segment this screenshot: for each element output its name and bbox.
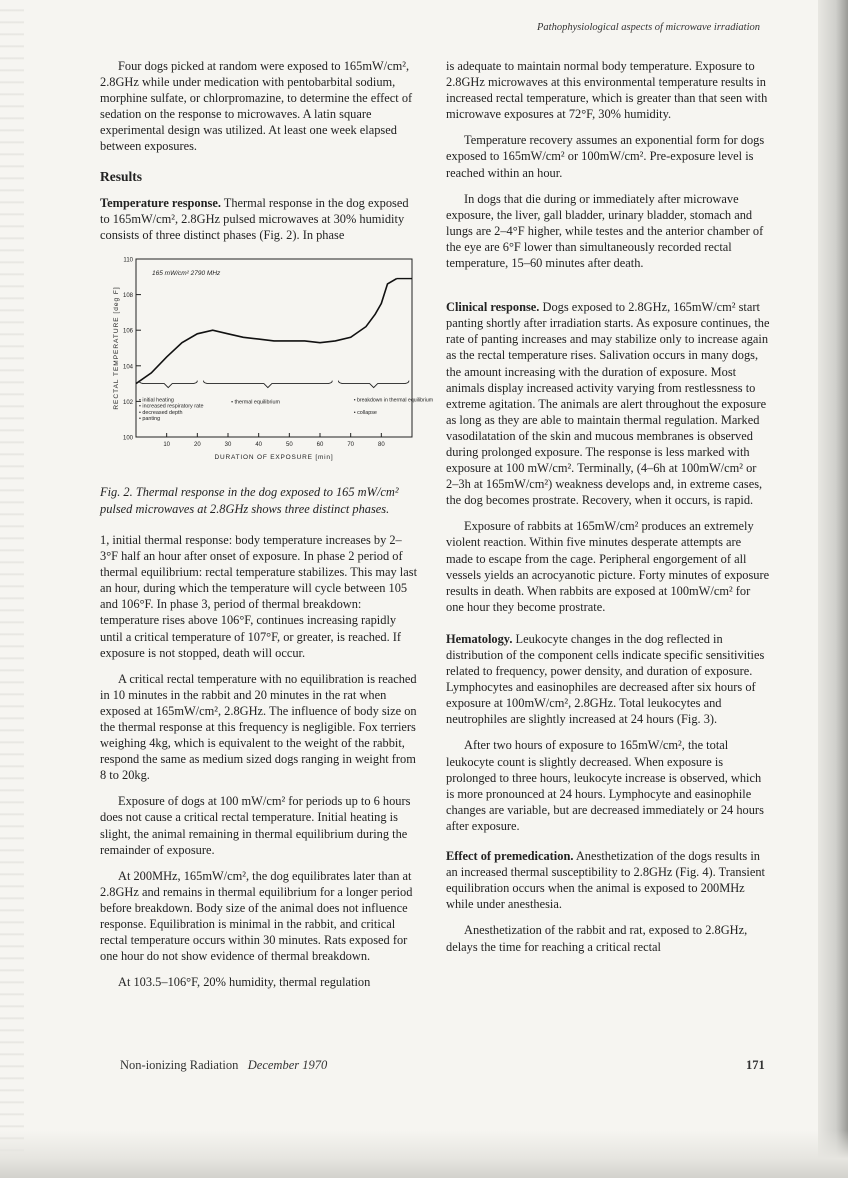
left-paragraph-4: Exposure of dogs at 100 mW/cm² for periods up to 6 hours does not cause a critical rectal temperature. Initial heating is slight, the animal remaining in thermal equilibrium during the remainder of exposure. [100,794,411,857]
x-axis-label: DURATION OF EXPOSURE [min] [214,453,334,461]
figure-2-caption [100,484,418,518]
right-column [446,58,770,965]
x-tick-label-40: 40 [255,441,263,448]
right-paragraph-6: Anesthetization of the rabbit and rat, exposed to 2.8GHz, delays the time for reaching a critical rectal [446,923,748,954]
annotation-thermal-equilibrium: • thermal equilibrium [231,399,281,406]
hematology-lead: Hematology. [446,631,513,646]
left-paragraph-3: A critical rectal temperature with no equilibration is reached in 10 minutes in the rabbit and 20 minutes in the rat when exposed at 165mW/cm², 2.8GHz. The influence of body size on the thermal response at this frequency is negligible. Fox terriers weighing 4kg, which is equivalent to the weight of the rabbit, respond the same as medium sized dogs ranging in weight from 8 to 20kg. [100,671,417,783]
x-tick-label-20: 20 [193,441,201,448]
right-paragraph-1: is adequate to maintain normal body temperature. Exposure to 2.8GHz microwaves at this environmental temperature results in increased rectal temperature, which is greater than that seen with microwave exposures at 72°F, 30% humidity. [446,59,768,122]
clinical-response-text: Dogs exposed to 2.8GHz, 165mW/cm² start panting shortly after irradiation starts. As exposure continues, the rate of panting increases and may stabilize only to increase again as the rectal temperature rises. Salivation occurs in many dogs, the amount increasing with the duration of exposure. Most animals display increased activity varying from restlessness to extreme agitation. The animals are alert throughout the exposure as long as they are able to maintain thermal regulation. Marked vasodilatation of the skin and mucous membranes is observed during prolonged exposure. The response is less marked with exposure at 100 mW/cm². Terminally, (4–6h at 100mW/cm² or 2–3h at 165mW/cm²) weakness develops and, in extreme cases, the dog becomes prostrate. Recovery, when it occurs, is rapid. [446,300,770,508]
running-head: Pathophysiological aspects of microwave irradiation [536,22,760,33]
premedication-text: Anesthetization of the dogs results in an increased thermal susceptibility to 2.8GHz (Fig. 4). Transient equilibration occurs when the animal is exposed to 200MHz while under anesthesia. [446,849,766,912]
left-paragraph-5: At 200MHz, 165mW/cm², the dog equilibrates later than at 2.8GHz and remains in thermal equilibrium for a longer period before breakdown. Body size of the animal does not influence response. Equilibration is minimal in the rabbit, and critical rectal temperature occurs within 30 minutes. Rats exposed for one hour do not show evidence of thermal breakdown. [100,868,413,964]
temperature-response-text: Thermal response in the dog exposed to 165mW/cm², 2.8GHz pulsed microwaves at 30% humidity consists of three distinct phases (Fig. 2). In phase [100,195,409,242]
x-tick-label-50: 50 [285,441,293,448]
page-number: 171 [746,1058,765,1072]
left-paragraph-6: At 103.5–106°F, 20% humidity, thermal regulation [118,975,371,990]
left-paragraph-2: 1, initial thermal response: body temperature increases by 2–3°F half an hour after onset of exposure. In phase 2 period of thermal equilibrium: rectal temperature stabilizes. This may last an hour, during which the temperature will cycle between 105 and 106°F. In phase 3, period of thermal breakdown: temperature rises above 106°F, continues increasing rapidly until a critical temperature of 107°F, or greater, is reached. If exposure is not stopped, death will occur. [100,532,418,660]
annotation-panting: • panting [139,415,161,422]
annotation-breakdown: • breakdown in thermal equilibrium [353,397,434,404]
right-paragraph-5: After two hours of exposure to 165mW/cm², the total leukocyte count is slightly decreased. When exposure is prolonged to three hours, leukocyte increase is observed, which is more pronounced at 24 hours. Lymphocyte and easinophile changes are variable, but are decreased immediately or 24 hours after exposure. [446,738,764,833]
scan-right-edge [818,0,848,1178]
right-paragraph-3: In dogs that die during or immediately after microwave exposure, the liver, gall bladder, urinary bladder, stomach and lungs are 2–4°F higher, while testes and the anterior chamber of the eye are 6°F lower than simultaneously recorded rectal temperature, 15–60 minutes after death. [446,191,764,271]
x-tick-label-30: 30 [224,441,232,448]
x-tick-label-60: 60 [316,441,324,448]
series-line [136,279,397,384]
footer-journal [120,1058,327,1073]
footer-journal-name: Non-ionizing Radiation [120,1058,239,1072]
phase-2-brace [203,381,332,388]
y-tick-label-100: 100 [122,435,133,442]
thermal-response-chart [100,253,434,478]
temperature-response-paragraph [100,195,418,243]
scan-bottom-shadow [0,1130,848,1178]
footer-date: December 1970 [247,1058,328,1072]
annotation-decreased-depth: • decreased depth [139,409,183,416]
figure-2 [100,253,434,478]
annotation-collapse: • collapse [353,409,377,416]
figure-2-caption-text: Thermal response in the dog exposed to 165 mW/cm² pulsed microwaves at 2.8GHz shows three distinct phases. [100,484,399,516]
left-paragraph-1: Four dogs picked at random were exposed to 165mW/cm², 2.8GHz while under medication with pentobarbital sodium, morphine sulfate, or chlorpromazine, to determine the effect of sedation on the response to microwaves. A latin square experimental design was utilized. At least one week elapsed between exposures. [100,59,413,154]
left-column [100,58,434,1000]
x-tick-label-10: 10 [163,441,171,448]
phase-3-brace [338,381,409,388]
y-tick-label-108: 108 [122,293,133,300]
y-tick-label-102: 102 [122,399,133,406]
temperature-response-lead: Temperature response. [100,195,221,210]
right-paragraph-4: Exposure of rabbits at 165mW/cm² produces an extremely violent reaction. Within five minutes desperate attempts are made to escape from the cage. Peripheral engorgement of all vessels yields an acrocyanotic picture. Forty minutes of exposure results in death. When rabbits are exposed at 100mW/cm² for one hour they become prostrate. [446,519,770,614]
annotation-initial-heating: • initial heating [139,397,174,404]
chart-title: 165 mW/cm² 2790 MHz [152,269,221,277]
hematology-text: Leukocyte changes in the dog reflected in distribution of the component cells indicate specific sensitivities related to frequency, power density, and duration of exposure. Lymphocytes and easinophiles are decreased after six hours of exposure at 100mW/cm², 2.8GHz. Total leukocytes and neutrophiles are slightly increased at 24 hours (Fig. 3). [446,631,765,727]
x-tick-label-70: 70 [347,441,355,448]
scan-left-edge [0,0,24,1178]
right-paragraph-2: Temperature recovery assumes an exponential form for dogs exposed to 165mW/cm² or 100mW/cm². Pre-exposure level is reached within an hour. [446,133,765,180]
annotation-respiratory-rate: • increased respiratory rate [139,403,204,410]
y-tick-label-110: 110 [123,257,133,264]
clinical-response-lead: Clinical response. [446,300,540,315]
premedication-lead: Effect of premedication. [446,849,574,864]
figure-2-label: Fig. 2. [100,484,133,499]
y-axis-label: RECTAL TEMPERATURE [deg F] [113,286,120,410]
x-tick-label-80: 80 [377,441,385,448]
hematology-paragraph [446,631,770,728]
phase-1-brace [139,381,197,388]
y-tick-label-104: 104 [122,364,133,371]
premedication-paragraph [446,848,770,912]
clinical-response-paragraph [446,299,770,508]
results-heading: Results [100,168,143,184]
y-tick-label-106: 106 [122,328,133,335]
